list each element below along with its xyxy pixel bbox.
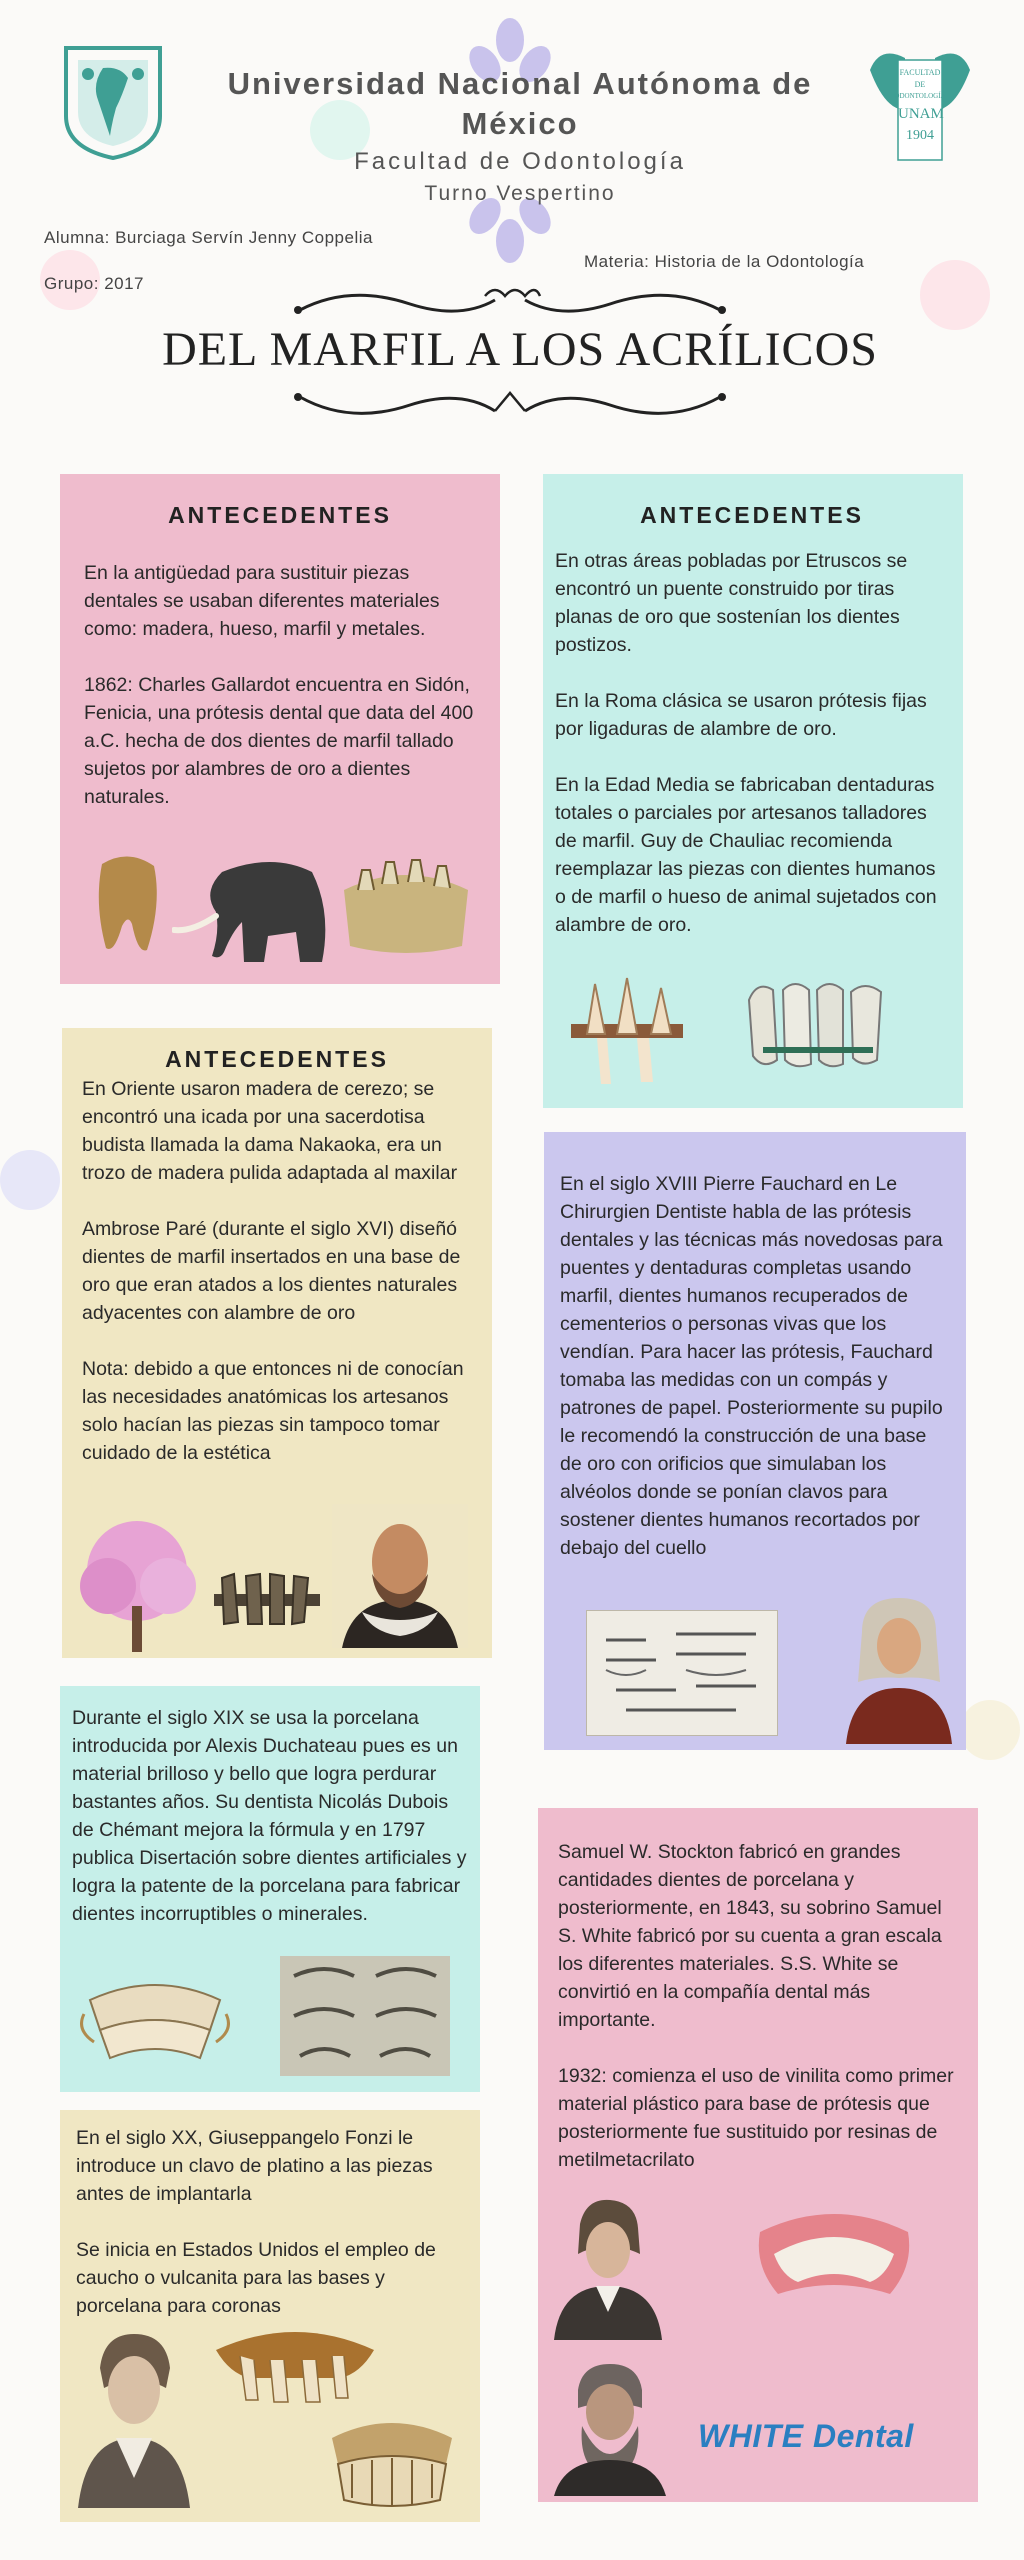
card-porcelana — [60, 1686, 480, 2092]
card-siglo-xx — [60, 2110, 480, 2522]
subject-label: Materia: Historia de la Odontología — [584, 252, 865, 271]
card-paragraph: Se inicia en Estados Unidos el empleo de caucho o vulcanita para las bases y porcelana para coronas — [76, 2239, 436, 2317]
flourish-bottom-ornament — [290, 385, 730, 429]
card-antecedentes-3 — [62, 1028, 492, 1658]
card-paragraph: Ambrose Paré (durante el siglo XVI) diseñó dientes de marfil insertados en una base de oro que eran atados a los dientes naturales adyacentes con alambre de oro — [82, 1218, 461, 1324]
stockton-portrait-image — [550, 2194, 666, 2340]
porcelain-dentures-image — [80, 1970, 230, 2066]
card-title: ANTECEDENTES — [640, 502, 864, 528]
ancient-dental-prosthesis-image — [338, 850, 474, 954]
ambrose-pare-portrait-image — [332, 1504, 468, 1648]
university-name: Universidad Nacional Autónoma de México — [227, 66, 813, 141]
card-paragraph: Nota: debido a que entonces ni de conocían las necesidades anatómicas los artesanos solo hacían las piezas sin tampoco tomar cuidado de la estética — [82, 1358, 464, 1464]
flourish-top-ornament — [290, 282, 730, 322]
facultad-odontologia-logo — [860, 40, 980, 170]
card-paragraph: En la Roma clásica se usaron prótesis fijas por ligaduras de alambre de oro. — [555, 690, 927, 740]
faculty-name: Facultad de Odontología — [354, 148, 686, 175]
fauchard-portrait-image — [842, 1592, 956, 1744]
false-teeth-row-image — [743, 980, 903, 1070]
card-paragraph: Durante el siglo XIX se usa la porcelana introducida por Alexis Duchateau pues es un material brilloso y bello que logra perdurar bastantes años. Su dentista Nicolás Dubois de Chémant mejora la fórmula y en 1797 publica Disertación sobre dientes artificiales y logra la patente de la porcelana para fabricar dientes incorruptibles o minerales. — [72, 1707, 467, 1925]
card-title: ANTECEDENTES — [165, 1046, 389, 1072]
logo-text-de: DE — [914, 80, 926, 89]
vulcanite-denture-image — [210, 2320, 380, 2404]
student-name: Alumna: Burciaga Servín Jenny Coppelia — [44, 228, 373, 247]
ivory-tooth-image — [92, 854, 164, 958]
cherry-tree-image — [72, 1516, 202, 1652]
card-antecedentes-2 — [543, 474, 963, 1108]
acrylic-denture-image — [750, 2206, 918, 2310]
fonzi-portrait-image — [76, 2328, 192, 2508]
card-paragraph: En el siglo XVIII Pierre Fauchard en Le Chirurgien Dentiste habla de las prótesis dentales y las técnicas más novedosas para puentes y dentaduras completas usando marfil, dientes humanos recuperados de cementerios o personas vivas que los vendían. Para hacer las prótesis, Fauchard tomaba las medidas con un compás y patrones de papel. Posteriormente su pupilo le recomendó la construcción de una base de oro con orificios que simulaban los alvéolos donde se ponían clavos para sostener dientes humanos recortados por debajo del cuello — [560, 1173, 943, 1559]
card-paragraph: Samuel W. Stockton fabricó en grandes cantidades dientes de porcelana y posteriormente, en 1843, su sobrino Samuel S. White fabricó por su cuenta a gran escala los diferentes materiales. S.S. White se convirtió en la compañía dental más importante. — [558, 1841, 942, 2031]
porcelain-crown-denture-image — [322, 2408, 462, 2512]
gold-bridge-teeth-image — [567, 974, 687, 1090]
card-paragraph: 1932: comienza el uso de vinilita como primer material plástico para base de prótesis que posteriormente fue sustituido por resinas de metilmetacrilato — [558, 2065, 954, 2171]
card-paragraph: En la Edad Media se fabricaban dentaduras totales o parciales por artesanos talladores de marfil. Guy de Chauliac recomienda reemplazar las piezas con dientes humanos o de marfil o hueso de animal sujetados con alambre de oro. — [555, 774, 937, 936]
card-fauchard — [544, 1132, 966, 1750]
card-paragraph: En Oriente usaron madera de cerezo; se encontró una icada por una sacerdotisa budista llamada la dama Nakaoka, era un trozo de madera pulida adaptada al maxilar — [82, 1078, 458, 1184]
unam-crest-logo — [58, 38, 168, 160]
logo-text-year: 1904 — [906, 128, 934, 143]
poster-title: DEL MARFIL A LOS ACRÍLICOS — [162, 323, 878, 376]
background-dot — [920, 260, 990, 330]
card-paragraph: En el siglo XX, Giuseppangelo Fonzi le introduce un clavo de platino a las piezas antes de implantarla — [76, 2127, 433, 2205]
card-title: ANTECEDENTES — [168, 502, 392, 528]
card-paragraph: 1862: Charles Gallardot encuentra en Sidón, Fenicia, una prótesis dental que data del 400 a.C. hecha de dos dientes de marfil tallado sujetos por alambres de oro a dientes naturales. — [84, 674, 474, 808]
group-label: Grupo: 2017 — [44, 274, 145, 293]
card-paragraph: En otras áreas pobladas por Etruscos se encontró un puente construido por tiras planas de oro que sostenían los dientes postizos. — [555, 550, 908, 656]
wooden-teeth-image — [212, 1568, 322, 1630]
white-dental-logo-text: WHITE Dental — [698, 2418, 914, 2454]
logo-text-unam: UNAM — [898, 106, 944, 122]
card-stockton-white — [538, 1808, 978, 2502]
white-dental-logo — [698, 2418, 966, 2454]
elephant-image — [172, 852, 332, 966]
porcelain-teeth-sketches-image — [280, 1956, 450, 2076]
shift-name: Turno Vespertino — [424, 182, 616, 205]
card-antecedentes-1 — [60, 474, 500, 984]
background-dot — [960, 1700, 1020, 1760]
background-dot — [0, 1150, 60, 1210]
samuel-white-portrait-image — [550, 2360, 670, 2496]
fauchard-book-illustration-image — [586, 1610, 778, 1736]
logo-text-facultad: FACULTAD — [899, 68, 941, 77]
card-paragraph: En la antigüedad para sustituir piezas dentales se usaban diferentes materiales como: madera, hueso, marfil y metales. — [84, 562, 440, 640]
logo-text-odontologia: ODONTOLOGÍA — [894, 92, 946, 100]
